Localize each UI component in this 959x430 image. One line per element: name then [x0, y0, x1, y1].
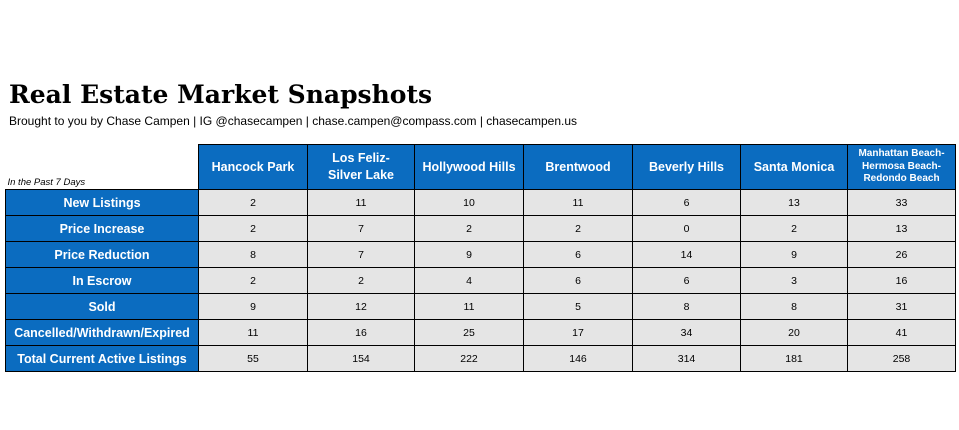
table-cell: 11 [308, 190, 415, 216]
table-cell: 314 [633, 346, 741, 372]
table-cell: 8 [633, 294, 741, 320]
table-row [6, 294, 956, 320]
row-label: Cancelled/Withdrawn/Expired [6, 320, 199, 346]
table-cell: 6 [524, 268, 633, 294]
row-label: In Escrow [6, 268, 199, 294]
column-header-label: Hancock Park [211, 159, 295, 174]
table-cell: 2 [199, 216, 308, 242]
period-label: In the Past 7 Days [6, 145, 199, 190]
table-row [6, 346, 956, 372]
table-cell: 11 [415, 294, 524, 320]
table-cell: 6 [524, 242, 633, 268]
market-snapshot-table [5, 144, 956, 372]
header-row [6, 145, 956, 190]
table-cell: 2 [199, 268, 308, 294]
table-cell: 7 [308, 242, 415, 268]
column-header-label: Manhattan Beach- Hermosa Beach- Redondo Beach [858, 148, 945, 185]
table-cell: 31 [848, 294, 956, 320]
table-row [6, 268, 956, 294]
table-cell: 8 [199, 242, 308, 268]
table-body [6, 190, 956, 372]
column-header [848, 145, 956, 190]
table-cell: 16 [848, 268, 956, 294]
page-title: Real Estate Market Snapshots [9, 80, 433, 109]
table-cell: 2 [199, 190, 308, 216]
column-header [633, 145, 741, 190]
table-cell: 11 [524, 190, 633, 216]
column-header-label: Hollywood Hills [422, 159, 516, 174]
table-cell: 146 [524, 346, 633, 372]
column-header-label: Brentwood [545, 159, 611, 174]
table-cell: 55 [199, 346, 308, 372]
table-cell: 9 [199, 294, 308, 320]
table-cell: 0 [633, 216, 741, 242]
table-cell: 10 [415, 190, 524, 216]
table-cell: 258 [848, 346, 956, 372]
column-header-label: Los Feliz- Silver Lake [327, 151, 394, 182]
table-cell: 33 [848, 190, 956, 216]
table-cell: 25 [415, 320, 524, 346]
row-label: Sold [6, 294, 199, 320]
table-row [6, 242, 956, 268]
table-cell: 7 [308, 216, 415, 242]
table-cell: 13 [741, 190, 848, 216]
table-cell: 154 [308, 346, 415, 372]
table-cell: 16 [308, 320, 415, 346]
table-row [6, 320, 956, 346]
table-cell: 181 [741, 346, 848, 372]
table-cell: 13 [848, 216, 956, 242]
column-header-label: Santa Monica [753, 159, 835, 174]
table-cell: 26 [848, 242, 956, 268]
table-cell: 12 [308, 294, 415, 320]
column-header [199, 145, 308, 190]
row-label: Total Current Active Listings [6, 346, 199, 372]
page-subtitle: Brought to you by Chase Campen | IG @chasecampen | chase.campen@compass.com | chasecampen.us [9, 114, 577, 128]
table-cell: 34 [633, 320, 741, 346]
table-cell: 222 [415, 346, 524, 372]
row-label: New Listings [6, 190, 199, 216]
table-cell: 4 [415, 268, 524, 294]
table-cell: 6 [633, 268, 741, 294]
row-label: Price Reduction [6, 242, 199, 268]
column-header-label: Beverly Hills [648, 159, 725, 174]
column-header [524, 145, 633, 190]
table-cell: 2 [524, 216, 633, 242]
table-cell: 41 [848, 320, 956, 346]
column-header [308, 145, 415, 190]
table-cell: 11 [199, 320, 308, 346]
table-cell: 17 [524, 320, 633, 346]
column-header [741, 145, 848, 190]
row-label: Price Increase [6, 216, 199, 242]
table-cell: 5 [524, 294, 633, 320]
table-cell: 2 [415, 216, 524, 242]
table-cell: 2 [741, 216, 848, 242]
column-header [415, 145, 524, 190]
table-cell: 6 [633, 190, 741, 216]
table-cell: 20 [741, 320, 848, 346]
table-cell: 2 [308, 268, 415, 294]
table-row [6, 216, 956, 242]
table-cell: 9 [741, 242, 848, 268]
table-row [6, 190, 956, 216]
table-cell: 8 [741, 294, 848, 320]
table-cell: 14 [633, 242, 741, 268]
table-cell: 9 [415, 242, 524, 268]
table-cell: 3 [741, 268, 848, 294]
